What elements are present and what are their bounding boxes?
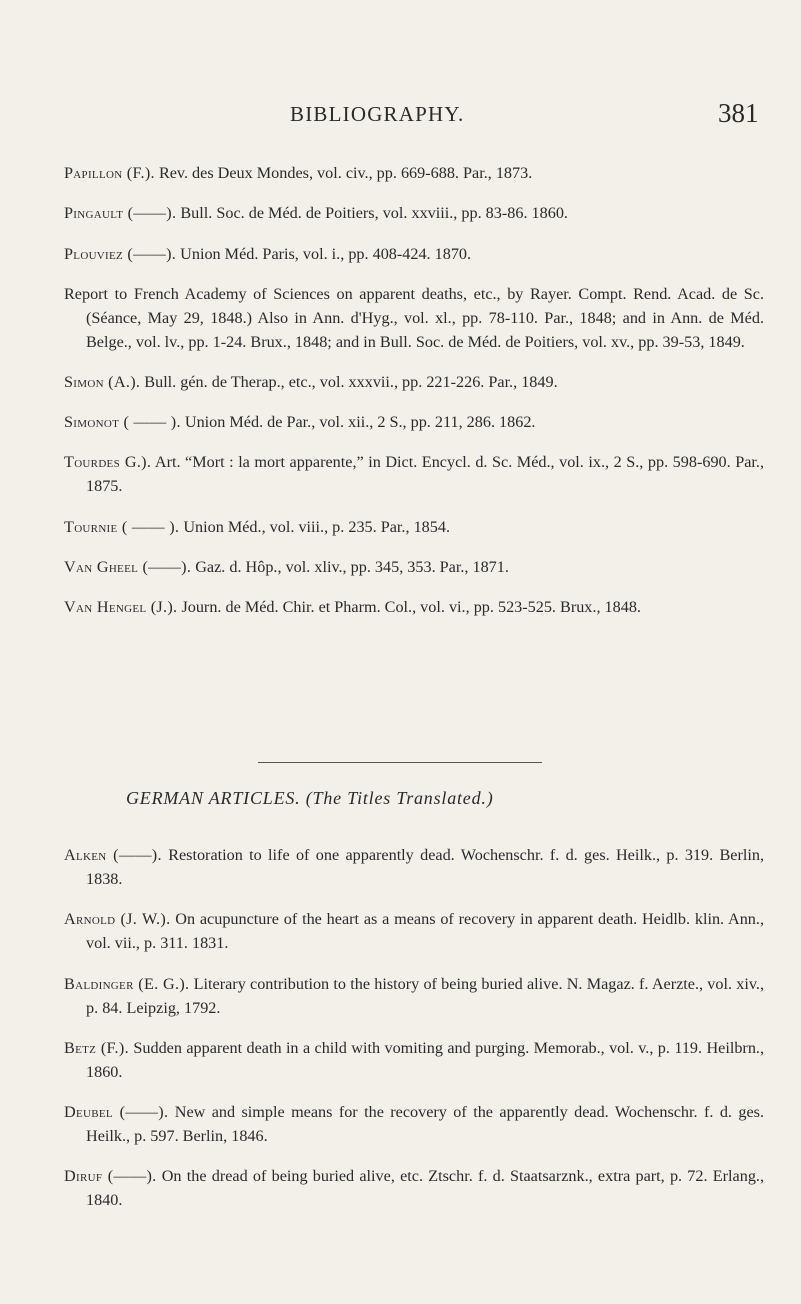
bib-entry xyxy=(64,972,764,1020)
entry-author: Papillon (F.). xyxy=(64,164,155,183)
entry-text: Bull. gén. de Therap., etc., vol. xxxvii., pp. 221-226. Par., 1849. xyxy=(144,372,558,391)
entry-author: Simon (A.). xyxy=(64,372,141,391)
section-heading: GERMAN ARTICLES. (The Titles Translated.) xyxy=(126,788,494,808)
entry-text: Report to French Academy of Sciences on apparent deaths, etc., by Rayer. Compt. Rend. Acad. de Sc. (Séance, May 29, 1848.) Also in Ann. d'Hyg., vol. xl., pp. 78-110. Par., 1848; and in Ann. de Méd. Belge., vol. lv., pp. 1-24. Brux., 1848; and in Bull. Soc. de Méd. de Poitiers, vol. xv., pp. 39-53, 1849. xyxy=(64,284,764,351)
bib-entry xyxy=(64,515,764,539)
bib-entry xyxy=(64,1036,764,1084)
entry-text: New and simple means for the recovery of the apparently dead. Wochenschr. f. d. ges. Heilk., p. 597. Berlin, 1846. xyxy=(86,1102,764,1145)
entry-author: Arnold (J. W.). xyxy=(64,910,171,929)
entry-author: Tourdes G.). xyxy=(64,453,152,472)
entry-text: Rev. des Deux Mondes, vol. civ., pp. 669-688. Par., 1873. xyxy=(158,164,533,183)
entry-author: Betz (F.). xyxy=(64,1038,129,1057)
entry-author: Simonot ( —— ). xyxy=(64,413,181,432)
bib-entry xyxy=(64,1100,764,1148)
entry-author: Tournie ( —— ). xyxy=(64,517,180,536)
page-number: 381 xyxy=(718,98,759,128)
bib-entry xyxy=(64,1164,764,1212)
entry-author: Plouviez (——). xyxy=(64,244,177,263)
bib-entry xyxy=(64,450,764,498)
bib-entry xyxy=(64,370,764,394)
page-header xyxy=(0,100,801,134)
bibliography-list-german xyxy=(64,827,764,1222)
entry-author: Diruf (——). xyxy=(64,1167,157,1186)
entry-text: Restoration to life of one apparently dead. Wochenschr. f. d. ges. Heilk., p. 319. Berlin, 1838. xyxy=(86,846,765,889)
bib-entry xyxy=(64,410,764,434)
bib-entry xyxy=(64,161,764,185)
entry-text: Sudden apparent death in a child with vomiting and purging. Memorab., vol. v., p. 119. Heilbrn., 1860. xyxy=(86,1038,765,1081)
entry-text: On acupuncture of the heart as a means of recovery in apparent death. Heidlb. klin. Ann., vol. vii., p. 311. 1831. xyxy=(86,910,764,953)
bib-entry xyxy=(64,595,764,619)
entry-text: Literary contribution to the history of being buried alive. N. Magaz. f. Aerzte., vol. xiv., p. 84. Leipzig, 1792. xyxy=(86,974,765,1017)
entry-text: Union Méd. Paris, vol. i., pp. 408-424. 1870. xyxy=(180,244,472,263)
running-head: BIBLIOGRAPHY. xyxy=(290,102,465,126)
bib-entry xyxy=(64,282,764,354)
entry-text: Union Méd. de Par., vol. xii., 2 S., pp. 211, 286. 1862. xyxy=(184,413,536,432)
bibliography-list-french xyxy=(64,145,764,629)
bib-entry xyxy=(64,201,764,225)
section-divider xyxy=(258,762,542,763)
entry-text: Union Méd., vol. viii., p. 235. Par., 1854. xyxy=(183,517,450,536)
entry-text: Journ. de Méd. Chir. et Pharm. Col., vol. vi., pp. 523-525. Brux., 1848. xyxy=(181,597,641,616)
entry-author: Deubel (——). xyxy=(64,1102,169,1121)
entry-author: Van Hengel (J.). xyxy=(64,597,178,616)
entry-text: Gaz. d. Hôp., vol. xliv., pp. 345, 353. Par., 1871. xyxy=(195,557,509,576)
entry-author: Van Gheel (——). xyxy=(64,557,192,576)
bib-entry xyxy=(64,242,764,266)
entry-author: Baldinger (E. G.). xyxy=(64,974,190,993)
entry-text: On the dread of being buried alive, etc. Ztschr. f. d. Staatsarznk., extra part, p. 72. Erlang., 1840. xyxy=(86,1167,765,1210)
entry-author: Alken (——). xyxy=(64,846,162,865)
entry-text: Art. “Mort : la mort apparente,” in Dict. Encycl. d. Sc. Méd., vol. ix., 2 S., pp. 598-690. Par., 1875. xyxy=(86,453,764,496)
bib-entry xyxy=(64,907,764,955)
bib-entry xyxy=(64,843,764,891)
bib-entry xyxy=(64,555,764,579)
entry-text: Bull. Soc. de Méd. de Poitiers, vol. xxviii., pp. 83-86. 1860. xyxy=(180,204,568,223)
entry-author: Pingault (——). xyxy=(64,204,177,223)
